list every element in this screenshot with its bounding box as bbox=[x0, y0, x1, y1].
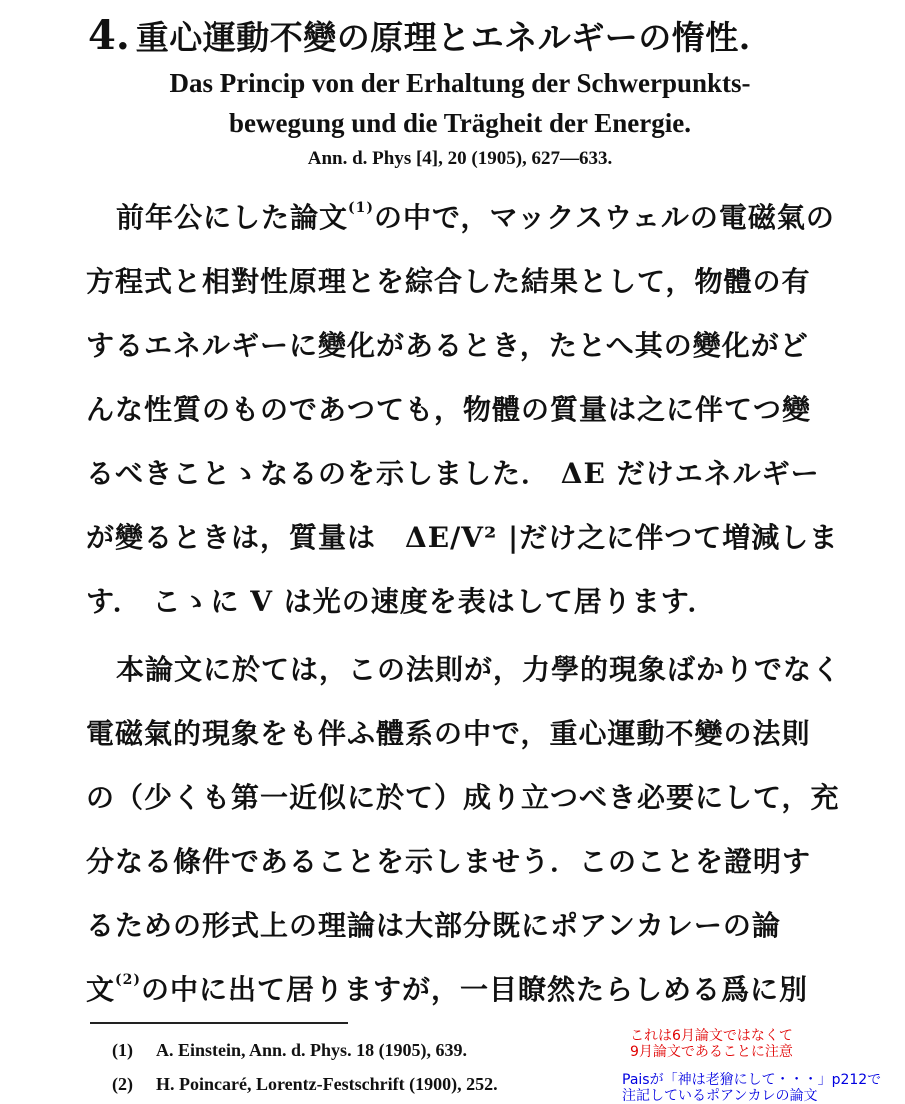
footnote-2 bbox=[112, 1074, 612, 1095]
german-subtitle-line-1: Das Princip von der Erhaltung der Schwerpunkts- bbox=[169, 68, 751, 98]
body-line-13-text-a: 文 bbox=[86, 973, 116, 1006]
body-line-10: の（少くも第一近似に於て）成り立つべき必要にして，充 bbox=[86, 781, 840, 814]
footnote-1-text: A. Einstein, Ann. d. Phys. 18 (1905), 639. bbox=[156, 1040, 468, 1060]
body-line-11: 分なる條件であることを示しませう．このことを證明す bbox=[86, 845, 812, 878]
journal-citation: Ann. d. Phys [4], 20 (1905), 627—633. bbox=[307, 148, 613, 169]
blue-annotation-line-1: Paisが「神は老獪にして・・・」p212で bbox=[622, 1072, 882, 1088]
blue-annotation-line-2: 注記しているポアンカレの論文 bbox=[622, 1088, 818, 1104]
body-line-2: 方程式と相對性原理とを綜合した結果として，物體の有 bbox=[86, 265, 811, 298]
red-annotation bbox=[630, 1028, 793, 1060]
body-line-7: す． こゝに V は光の速度を表はして居ります． bbox=[86, 585, 717, 618]
footnote-2-text: H. Poincaré, Lorentz-Festschrift (1900), 252. bbox=[156, 1074, 498, 1094]
section-title bbox=[88, 6, 848, 64]
footnote-ref-2: (2) bbox=[115, 972, 142, 988]
body-line-1-text-b: の中で，マックスウェルの電磁氣の bbox=[374, 201, 835, 234]
blue-annotation bbox=[622, 1072, 881, 1104]
body-line-8: 本論文に於ては，この法則が，力學的現象ばかりでなく bbox=[116, 653, 842, 686]
body-line-9: 電磁氣的現象をも伴ふ體系の中で，重心運動不變の法則 bbox=[86, 717, 811, 750]
red-annotation-line-1: これは6月論文ではなくて bbox=[630, 1028, 793, 1044]
body-line-13 bbox=[86, 970, 826, 1010]
body-line-6: が變るときは，質量は ΔE/V² |だけ之に伴つて増減しま bbox=[86, 521, 839, 554]
red-annotation-line-2: 9月論文であることに注意 bbox=[630, 1044, 793, 1060]
body-line-12: るための形式上の理論は大部分既にポアンカレーの論 bbox=[86, 909, 781, 942]
footnote-ref-1: (1) bbox=[348, 200, 375, 216]
body-line-3: するエネルギーに變化があるとき，たとへ其の變化がど bbox=[86, 329, 809, 362]
body-line-1-text-a: 前年公にした論文 bbox=[116, 201, 349, 234]
section-title-text: 重心運動不變の原理とエネルギーの惰性. bbox=[135, 17, 751, 57]
footnote-divider bbox=[90, 1022, 348, 1024]
footnote-2-number: (2) bbox=[112, 1074, 133, 1094]
body-line-4: んな性質のものであつても，物體の質量は之に伴てつ變 bbox=[86, 393, 812, 426]
body-line-5: るべきことゝなるのを示しました． ΔE だけエネルギー bbox=[86, 457, 820, 490]
body-line-13-text-b: の中に出て居りますが，一目瞭然たらしめる爲に別 bbox=[141, 973, 809, 1006]
german-subtitle-line-2: bewegung und die Trägheit der Energie. bbox=[228, 108, 692, 138]
footnote-1-number: (1) bbox=[112, 1040, 133, 1060]
section-number: 4. bbox=[88, 11, 130, 59]
body-line-1 bbox=[86, 198, 835, 238]
footnote-1 bbox=[112, 1040, 612, 1061]
